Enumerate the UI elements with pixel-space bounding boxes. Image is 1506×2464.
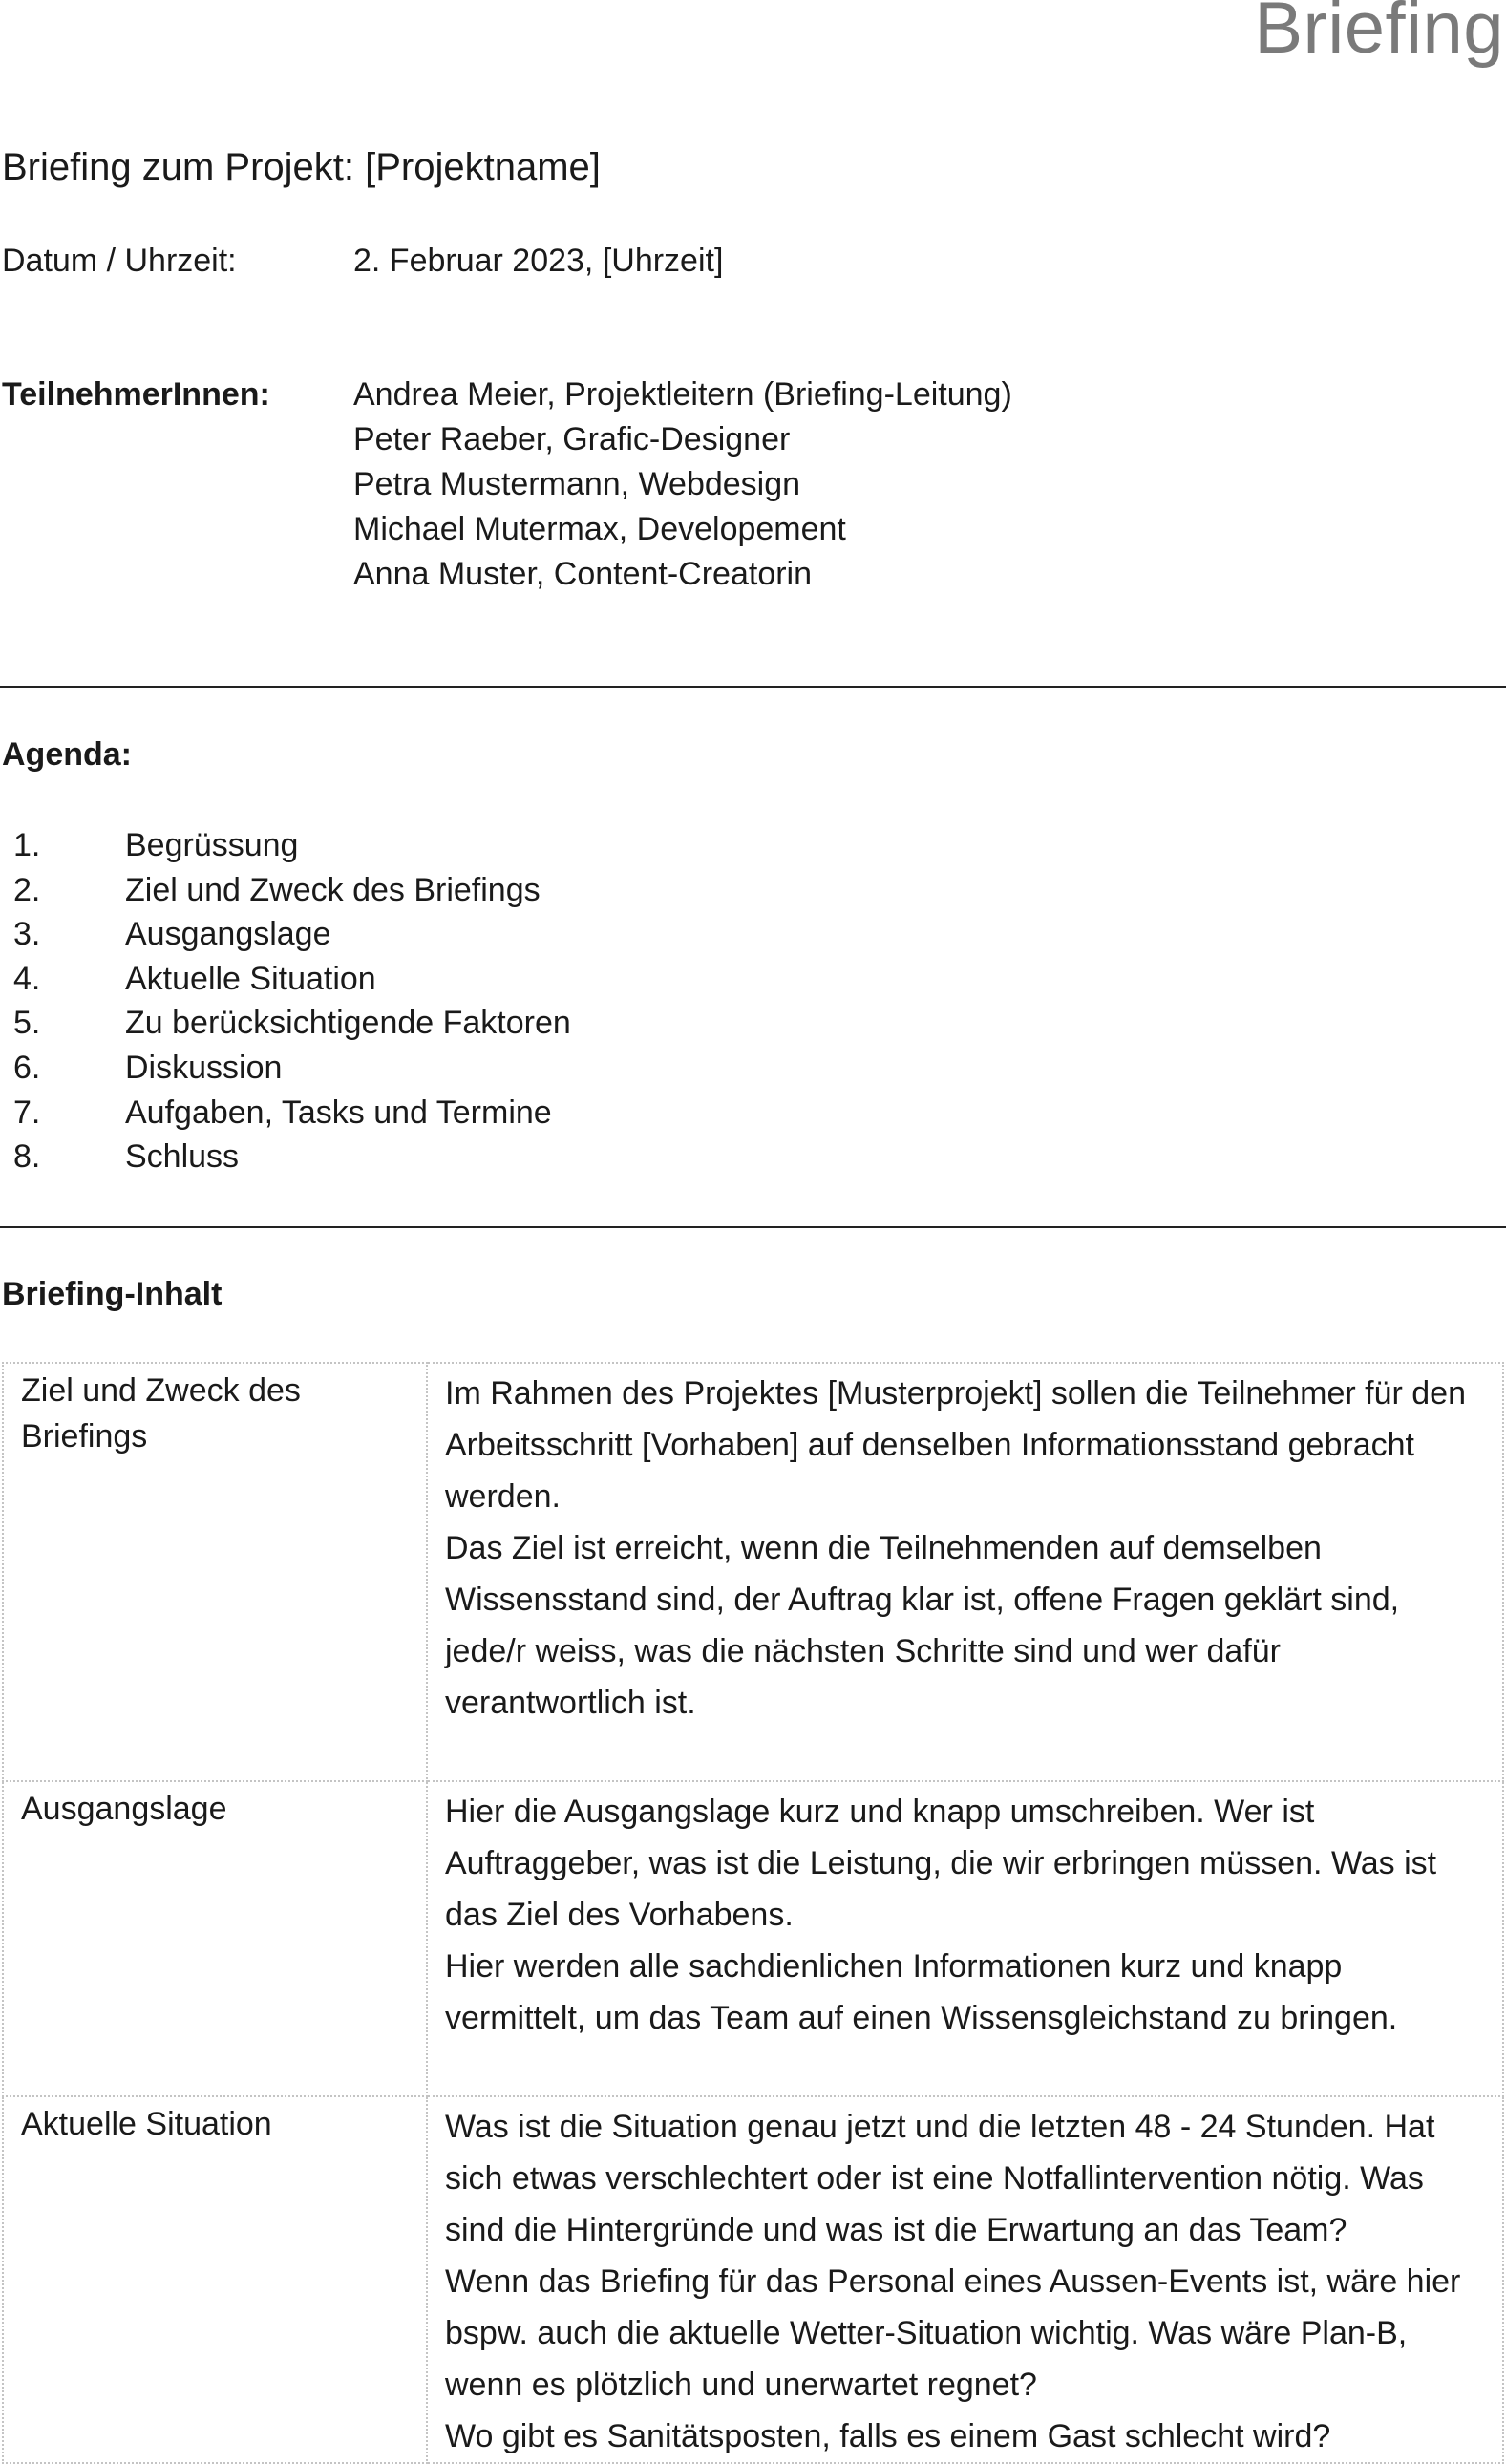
agenda-item xyxy=(13,912,571,957)
agenda-item-number: 1. xyxy=(13,827,41,863)
agenda-list xyxy=(13,823,571,1179)
agenda-item-number: 5. xyxy=(13,1005,41,1042)
horizontal-divider xyxy=(0,686,1506,688)
agenda-item xyxy=(13,1046,571,1091)
paragraph: Was ist die Situation genau jetzt und die letzten 48 - 24 Stunden. Hat sich etwas verschlechtert oder ist eine Notfallintervention nötig. Was sind die Hintergründe und was ist die Erwartung an das Team? xyxy=(445,2109,1435,2248)
row-label-cell: Aktuelle Situation xyxy=(3,2096,427,2463)
agenda-item-number: 7. xyxy=(13,1094,41,1131)
briefing-content-table xyxy=(2,1362,1504,2464)
agenda-item-number: 4. xyxy=(13,960,41,997)
agenda-item-label: Diskussion xyxy=(125,1049,283,1086)
agenda-item-number: 6. xyxy=(13,1049,41,1086)
agenda-item-label: Ausgangslage xyxy=(125,916,331,953)
paragraph: Hier die Ausgangslage kurz und knapp umschreiben. Wer ist Auftraggeber, was ist die Leistung, die wir erbringen müssen. Was ist das Ziel des Vorhabens. xyxy=(445,1794,1437,1933)
agenda-item xyxy=(13,1091,571,1136)
row-label-cell: Ziel und Zweck des Briefings xyxy=(3,1363,427,1781)
participant-item: Petra Mustermann, Webdesign xyxy=(353,466,801,502)
agenda-item xyxy=(13,823,571,868)
participant-item: Andrea Meier, Projektleitern (Briefing-Leitung) xyxy=(353,376,1012,413)
agenda-item-number: 2. xyxy=(13,871,41,908)
participants-label: TeilnehmerInnen: xyxy=(2,376,270,413)
agenda-item-label: Zu berücksichtigende Faktoren xyxy=(125,1005,571,1042)
briefing-content-heading: Briefing-Inhalt xyxy=(2,1276,223,1312)
row-description-cell xyxy=(427,2096,1503,2463)
participant-item: Peter Raeber, Grafic-Designer xyxy=(353,421,791,457)
paragraph: Im Rahmen des Projektes [Musterprojekt] sollen die Teilnehmer für den Arbeitsschritt [Vorhaben] auf denselben Informationsstand gebracht werden. xyxy=(445,1375,1466,1515)
row-label-cell: Ausgangslage xyxy=(3,1781,427,2096)
agenda-item-label: Schluss xyxy=(125,1138,240,1176)
agenda-item xyxy=(13,1135,571,1179)
agenda-heading: Agenda: xyxy=(2,736,132,773)
project-title: Briefing zum Projekt: [Projektname] xyxy=(2,146,601,188)
agenda-item xyxy=(13,1001,571,1046)
agenda-item-label: Aktuelle Situation xyxy=(125,960,376,997)
paragraph: Hier werden alle sachdienlichen Informationen kurz und knapp vermittelt, um das Team auf einen Wissensgleichstand zu bringen. xyxy=(445,1948,1398,2036)
agenda-item-number: 8. xyxy=(13,1138,41,1176)
agenda-item-label: Begrüssung xyxy=(125,827,299,863)
document-header-title: Briefing xyxy=(1254,0,1504,69)
horizontal-divider xyxy=(0,1226,1506,1228)
agenda-item-number: 3. xyxy=(13,916,41,953)
row-description-cell xyxy=(427,1363,1503,1781)
agenda-item-label: Aufgaben, Tasks und Termine xyxy=(125,1094,552,1131)
table-row xyxy=(3,2096,1503,2463)
date-value: 2. Februar 2023, [Uhrzeit] xyxy=(353,243,724,279)
row-description-cell xyxy=(427,1781,1503,2096)
paragraph: Das Ziel ist erreicht, wenn die Teilnehmenden auf demselben Wissensstand sind, der Auftrag klar ist, offene Fragen geklärt sind, jede/r weiss, was die nächsten Schritte sind und wer dafür verantwortlich ist. xyxy=(445,1530,1400,1721)
participant-item: Michael Mutermax, Developement xyxy=(353,511,846,547)
paragraph: Wenn das Briefing für das Personal eines Aussen-Events ist, wäre hier bspw. auch die aktuelle Wetter-Situation wichtig. Was wäre Plan-B, wenn es plötzlich und unerwartet regnet? xyxy=(445,2263,1461,2403)
agenda-item xyxy=(13,868,571,913)
agenda-item-label: Ziel und Zweck des Briefings xyxy=(125,871,541,908)
agenda-item xyxy=(13,957,571,1002)
participant-item: Anna Muster, Content-Creatorin xyxy=(353,556,813,592)
date-label: Datum / Uhrzeit: xyxy=(2,243,237,279)
table-row xyxy=(3,1781,1503,2096)
paragraph: Wo gibt es Sanitätsposten, falls es einem Gast schlecht wird? xyxy=(445,2418,1331,2454)
participants-list xyxy=(353,372,1012,597)
table-row xyxy=(3,1363,1503,1781)
